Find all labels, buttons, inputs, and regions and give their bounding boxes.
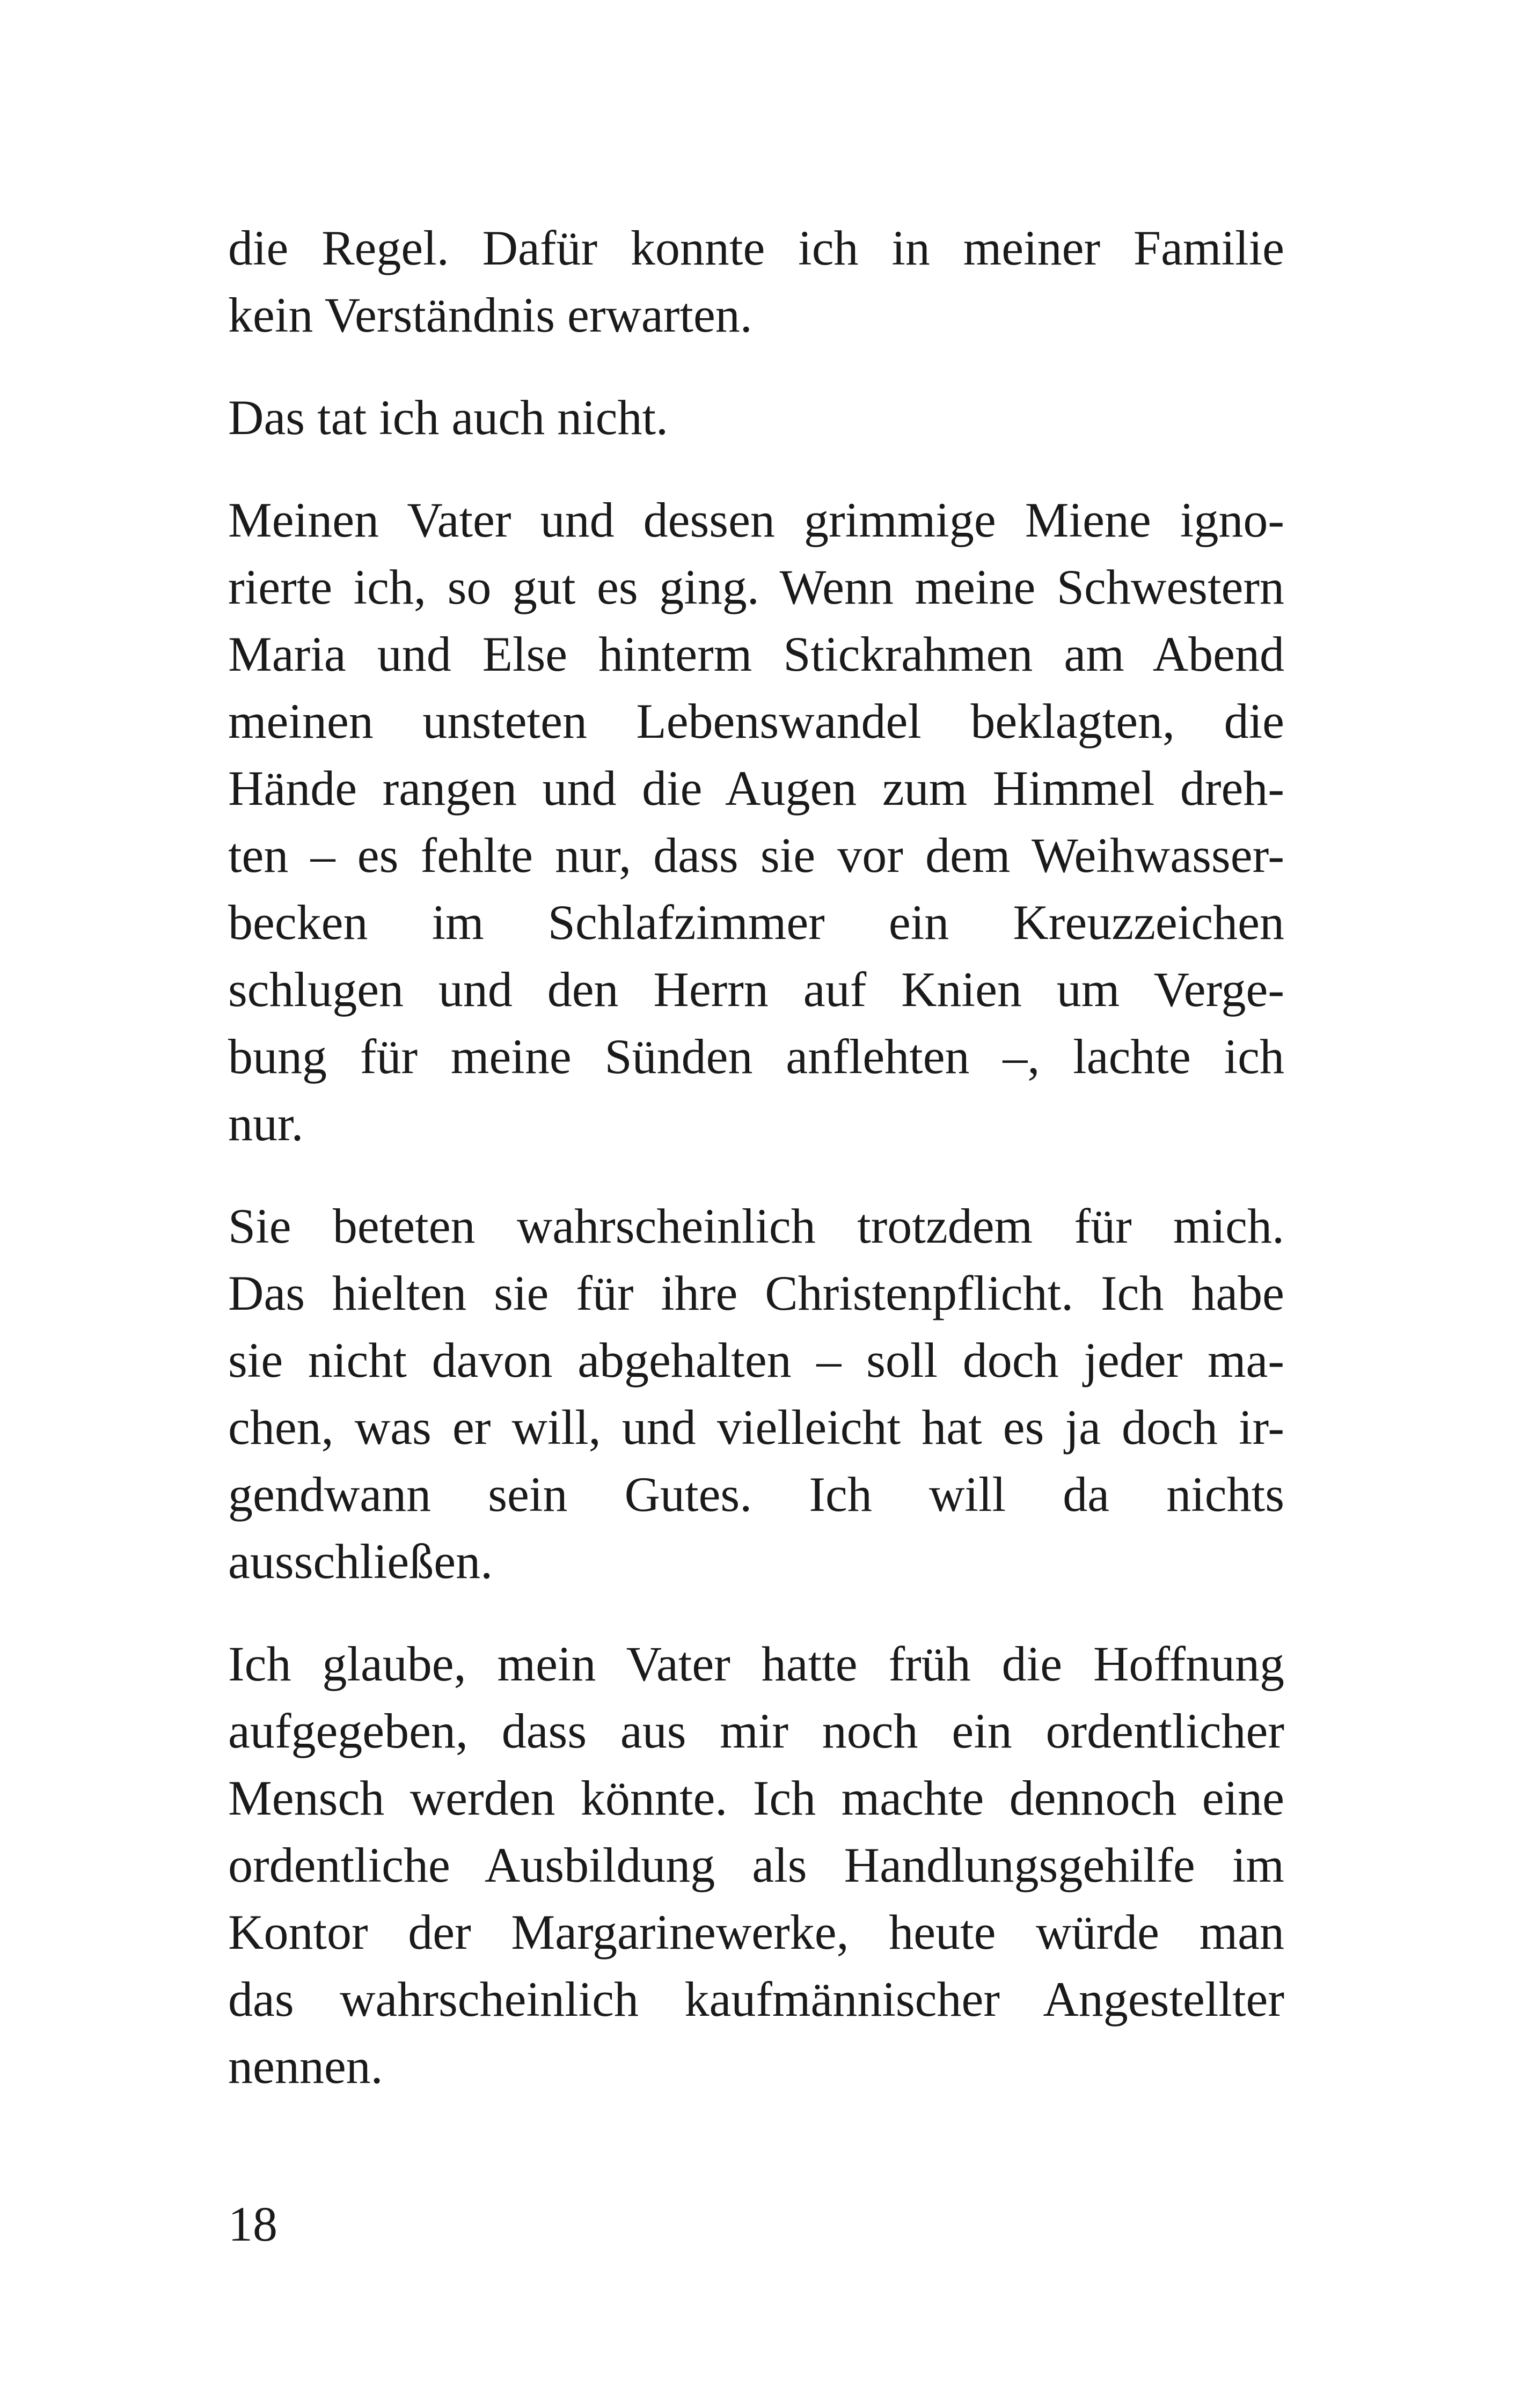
paragraph: [228, 384, 1284, 451]
text-line: ten – es fehlte nur, dass sie vor dem Weihwasser-: [228, 828, 1284, 883]
text-line: Maria und Else hinterm Stickrahmen am Abend: [228, 627, 1284, 681]
text-line: Hände rangen und die Augen zum Himmel dreh-: [228, 761, 1284, 816]
text-line: bung für meine Sünden anflehten –, lachte ich: [228, 1029, 1284, 1084]
text-line: meinen unsteten Lebenswandel beklagten, die: [228, 694, 1284, 748]
text-line: Meinen Vater und dessen grimmige Miene igno-: [228, 493, 1284, 547]
text-line: Ich glaube, mein Vater hatte früh die Hoffnung: [228, 1636, 1284, 1691]
text-line: das wahrscheinlich kaufmännischer Angestellter: [228, 1972, 1284, 2027]
text-line: nennen.: [228, 2039, 383, 2094]
text-line: Sie beteten wahrscheinlich trotzdem für mich.: [228, 1199, 1284, 1253]
body-text: [228, 215, 1284, 2135]
text-line: nur.: [228, 1096, 304, 1151]
text-line: die Regel. Dafür konnte ich in meiner Familie: [228, 221, 1284, 275]
text-line: becken im Schlafzimmer ein Kreuzzeichen: [228, 895, 1284, 950]
text-line: chen, was er will, und vielleicht hat es ja doch ir-: [228, 1400, 1284, 1455]
text-line: kein Verständnis erwarten.: [228, 288, 752, 342]
text-line: schlugen und den Herrn auf Knien um Verge-: [228, 962, 1284, 1017]
paragraph: [228, 487, 1284, 1157]
text-line: gendwann sein Gutes. Ich will da nichts: [228, 1467, 1284, 1522]
page-number: 18: [228, 2197, 277, 2251]
text-line: ausschließen.: [228, 1534, 493, 1589]
text-line: ordentliche Ausbildung als Handlungsgehilfe im: [228, 1838, 1284, 1892]
paragraph: [228, 215, 1284, 349]
text-line: Das hielten sie für ihre Christenpflicht. Ich habe: [228, 1266, 1284, 1320]
text-line: Kontor der Margarinewerke, heute würde man: [228, 1905, 1284, 1959]
text-line: Mensch werden könnte. Ich machte dennoch eine: [228, 1771, 1284, 1825]
paragraph: [228, 1631, 1284, 2100]
text-line: sie nicht davon abgehalten – soll doch jeder ma-: [228, 1333, 1284, 1387]
text-line: rierte ich, so gut es ging. Wenn meine Schwestern: [228, 560, 1284, 614]
text-line: aufgegeben, dass aus mir noch ein ordentlicher: [228, 1704, 1284, 1758]
paragraph: [228, 1193, 1284, 1595]
text-line: Das tat ich auch nicht.: [228, 390, 669, 445]
